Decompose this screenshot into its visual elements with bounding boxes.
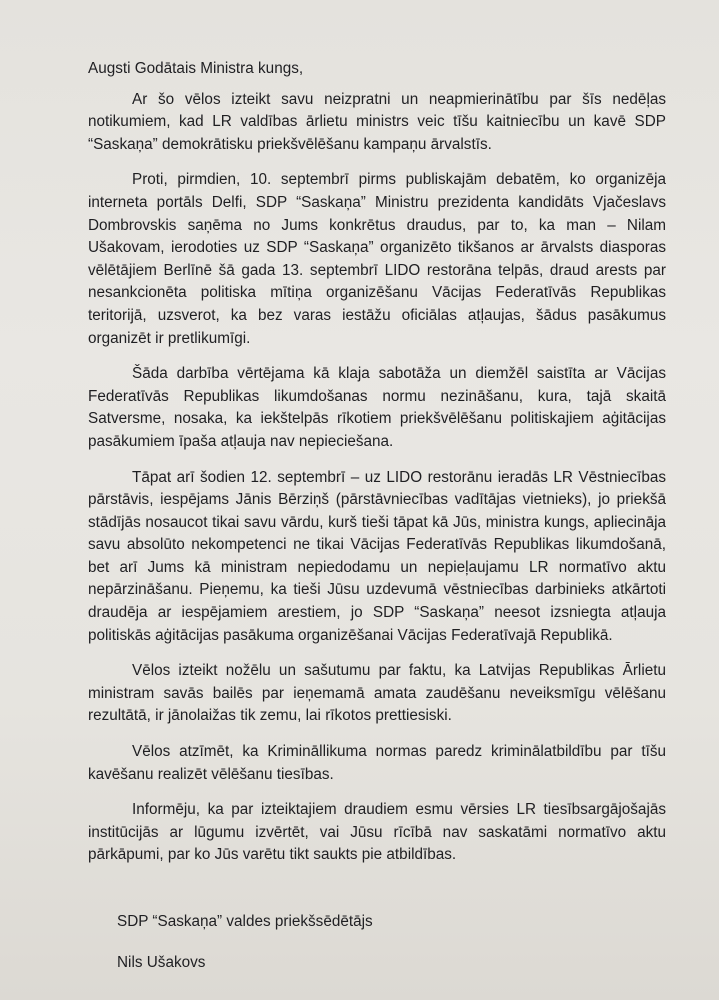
paragraph-6: Vēlos atzīmēt, ka Krimināllikuma normas paredz kriminālatbildību par tīšu kavēšanu realizēt vēlēšanu tiesības. [88,743,666,783]
signature-title: SDP “Saskaņa” valdes priekšsēdētājs [117,913,373,930]
salutation: Augsti Godātais Ministra kungs, [88,60,304,77]
paragraph-3: Šāda darbība vērtējama kā klaja sabotāža un diemžēl saistīta ar Vācijas Federatīvās Republikas likumdošanas normu nezināšanu, kura, tajā skaitā Satversme, nosaka, ka iekštelpās rīkotiem priekšvēlēšanu politiskajiem aģitācijas pasākumiem īpaša atļauja nav nepieciešana. [88,365,666,450]
paragraph-7: Informēju, ka par izteiktajiem draudiem esmu vērsies LR tiesībsargājošajās institūcijās ar lūgumu izvērtēt, vai Jūsu rīcībā nav saskatāmi normatīvo aktu pārkāpumi, par ko Jūs varētu tikt saukts pie atbildības. [88,801,666,864]
paragraph-4: Tāpat arī šodien 12. septembrī – uz LIDO restorānu ieradās LR Vēstniecības pārstāvis, iespējams Jānis Bērziņš (pārstāvniecības vadītājas vietnieks), jo priekšā stādījās nosaucot tikai savu vārdu, kurš tieši tāpat kā Jūs, ministra kungs, apliecināja savu absolūto nekompetenci ne tikai Vācijas Federatīvās Republikas likumdošanā, bet arī Jums kā ministram nepiedodamu un nepieļaujamu LR normatīvo aktu nepārzināšanu. Pieņemu, ka tieši Jūsu uzdevumā vēstniecības darbinieks atkārtoti draudēja ar iespējamiem arestiem, jo SDP “Saskaņa” neesot izsniegta atļauja politiskās aģitācijas pasākuma organizēšanai Vācijas Federatīvajā Republikā. [88,468,666,644]
letter-body [88,58,666,880]
paragraph-2: Proti, pirmdien, 10. septembrī pirms publiskajām debatēm, ko organizēja interneta portāls Delfi, SDP “Saskaņa” Ministru prezidenta kandidāts Vjačeslavs Dombrovskis saņēma no Jums konkrētus draudus, par to, ka man – Nilam Ušakovam, ierodoties uz SDP “Saskaņa” organizēto tikšanos ar ārvalsts diasporas vēlētājiem Berlīnē šā gada 13. septembrī LIDO restorāna telpās, draud arests par nesankcionēta politiska mītiņa organizēšanu Vācijas Federatīvās Republikas teritorijā, uzsverot, ka bez varas iestāžu oficiālas atļaujas, šādus pasākumus organizēt ir pretlikumīgi. [88,171,666,347]
paragraph-1: Ar šo vēlos izteikt savu neizpratni un neapmierinātību par šīs nedēļas notikumiem, kad LR valdības ārlietu ministrs veic tīšu kaitniecību un kavē SDP “Saskaņa” demokrātisku priekšvēlēšanu kampaņu ārvalstīs. [88,90,666,153]
signature-block [117,911,373,974]
paragraph-5: Vēlos izteikt nožēlu un sašutumu par faktu, ka Latvijas Republikas Ārlietu ministram savās bailēs par ieņemamā amata zaudēšanu neveiksmīgu vēlēšanu rezultātā, ir jānolaižas tik zemu, lai rīkotos prettiesiski. [88,662,666,725]
signature-name: Nils Ušakovs [117,954,206,971]
